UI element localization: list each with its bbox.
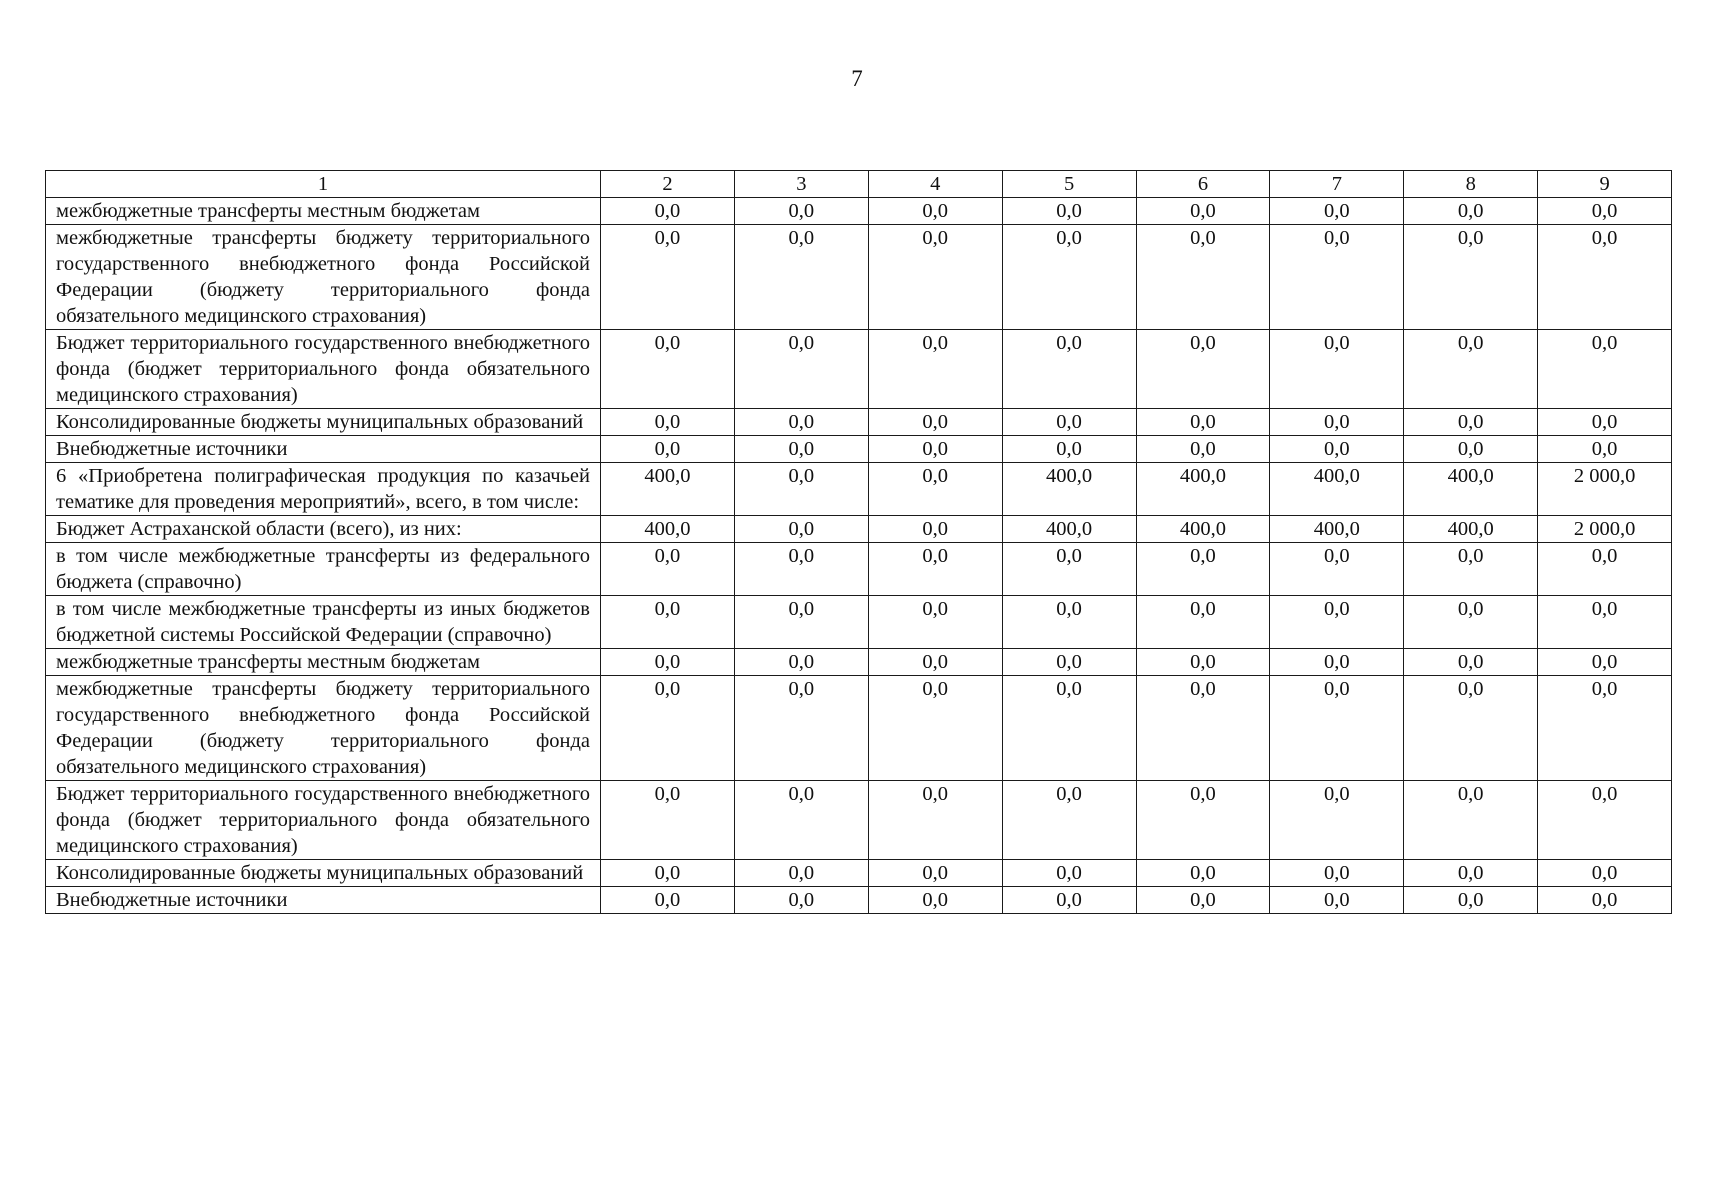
table-row [46,887,1672,914]
column-number-header: 9 [1538,171,1672,198]
value-cell: 0,0 [1002,676,1136,781]
value-cell: 0,0 [734,409,868,436]
value-cell: 0,0 [1538,676,1672,781]
value-cell: 0,0 [868,781,1002,860]
row-label: Внебюджетные источники [46,887,601,914]
value-cell: 0,0 [734,781,868,860]
value-cell: 0,0 [734,543,868,596]
value-cell: 0,0 [868,409,1002,436]
value-cell: 0,0 [868,649,1002,676]
value-cell: 0,0 [1002,596,1136,649]
value-cell: 0,0 [1270,887,1404,914]
value-cell: 0,0 [1404,860,1538,887]
table-row [46,463,1672,516]
row-label: Бюджет территориального государственного внебюджетного фонда (бюджет территориального фонда обязательного медицинского страхования) [46,781,601,860]
value-cell: 400,0 [1136,463,1270,516]
value-cell: 0,0 [601,409,735,436]
table-row [46,409,1672,436]
value-cell: 0,0 [1538,225,1672,330]
value-cell: 0,0 [1538,649,1672,676]
value-cell: 0,0 [734,887,868,914]
value-cell: 0,0 [1002,409,1136,436]
value-cell: 0,0 [868,330,1002,409]
value-cell: 400,0 [1136,516,1270,543]
value-cell: 0,0 [1404,409,1538,436]
table-row [46,436,1672,463]
value-cell: 0,0 [1538,543,1672,596]
value-cell: 0,0 [1404,676,1538,781]
value-cell: 0,0 [1538,198,1672,225]
value-cell: 400,0 [601,516,735,543]
value-cell: 0,0 [1270,409,1404,436]
value-cell: 0,0 [868,516,1002,543]
value-cell: 0,0 [868,225,1002,330]
value-cell: 0,0 [601,596,735,649]
table-row [46,860,1672,887]
table-row [46,198,1672,225]
value-cell: 0,0 [1136,649,1270,676]
value-cell: 0,0 [601,436,735,463]
value-cell: 0,0 [1002,198,1136,225]
value-cell: 0,0 [1136,676,1270,781]
value-cell: 0,0 [734,516,868,543]
value-cell: 0,0 [1136,543,1270,596]
value-cell: 0,0 [868,887,1002,914]
value-cell: 0,0 [1270,649,1404,676]
table-row [46,330,1672,409]
value-cell: 0,0 [1002,330,1136,409]
value-cell: 0,0 [1404,887,1538,914]
value-cell: 0,0 [1136,860,1270,887]
value-cell: 0,0 [601,330,735,409]
column-number-header: 4 [868,171,1002,198]
page-number: 7 [851,66,863,91]
value-cell: 0,0 [1538,436,1672,463]
table-row [46,676,1672,781]
value-cell: 0,0 [1136,781,1270,860]
value-cell: 0,0 [1136,198,1270,225]
value-cell: 0,0 [1136,225,1270,330]
value-cell: 2 000,0 [1538,463,1672,516]
row-label: межбюджетные трансферты бюджету территориального государственного внебюджетного фонда Российской Федерации (бюджету территориального фонда обязательного медицинского страхования) [46,225,601,330]
value-cell: 0,0 [1002,543,1136,596]
value-cell: 0,0 [1538,781,1672,860]
value-cell: 2 000,0 [1538,516,1672,543]
column-number-header: 6 [1136,171,1270,198]
budget-table [45,170,1672,914]
value-cell: 0,0 [1002,781,1136,860]
value-cell: 400,0 [1002,463,1136,516]
value-cell: 0,0 [1270,860,1404,887]
value-cell: 0,0 [734,436,868,463]
table-row [46,225,1672,330]
value-cell: 0,0 [1404,781,1538,860]
value-cell: 0,0 [734,198,868,225]
value-cell: 0,0 [1404,330,1538,409]
value-cell: 0,0 [1136,887,1270,914]
value-cell: 0,0 [1002,225,1136,330]
value-cell: 0,0 [734,676,868,781]
column-number-header: 8 [1404,171,1538,198]
value-cell: 0,0 [1136,596,1270,649]
value-cell: 0,0 [1270,596,1404,649]
row-label: в том числе межбюджетные трансферты из иных бюджетов бюджетной системы Российской Федерации (справочно) [46,596,601,649]
value-cell: 400,0 [1404,463,1538,516]
value-cell: 0,0 [1404,543,1538,596]
value-cell: 400,0 [1404,516,1538,543]
value-cell: 0,0 [1270,330,1404,409]
value-cell: 0,0 [601,887,735,914]
value-cell: 0,0 [1404,596,1538,649]
row-label: Консолидированные бюджеты муниципальных образований [46,409,601,436]
value-cell: 0,0 [1404,436,1538,463]
value-cell: 0,0 [734,860,868,887]
value-cell: 0,0 [1404,225,1538,330]
table-row [46,543,1672,596]
value-cell: 0,0 [601,649,735,676]
table-row [46,516,1672,543]
value-cell: 0,0 [1538,596,1672,649]
row-label: межбюджетные трансферты местным бюджетам [46,649,601,676]
value-cell: 0,0 [868,463,1002,516]
value-cell: 0,0 [1270,225,1404,330]
column-number-header: 5 [1002,171,1136,198]
value-cell: 0,0 [868,860,1002,887]
value-cell: 0,0 [601,860,735,887]
table-row [46,781,1672,860]
value-cell: 0,0 [1538,409,1672,436]
value-cell: 0,0 [734,596,868,649]
row-label: Бюджет территориального государственного внебюджетного фонда (бюджет территориального фонда обязательного медицинского страхования) [46,330,601,409]
value-cell: 0,0 [1002,860,1136,887]
value-cell: 0,0 [1404,649,1538,676]
value-cell: 0,0 [601,781,735,860]
table-row [46,649,1672,676]
column-number-header: 7 [1270,171,1404,198]
row-label: межбюджетные трансферты бюджету территориального государственного внебюджетного фонда Российской Федерации (бюджету территориального фонда обязательного медицинского страхования) [46,676,601,781]
value-cell: 0,0 [601,543,735,596]
table-row [46,596,1672,649]
row-label: в том числе межбюджетные трансферты из федерального бюджета (справочно) [46,543,601,596]
value-cell: 0,0 [601,676,735,781]
row-label: межбюджетные трансферты местным бюджетам [46,198,601,225]
row-label: Бюджет Астраханской области (всего), из них: [46,516,601,543]
value-cell: 0,0 [1270,676,1404,781]
value-cell: 0,0 [868,198,1002,225]
value-cell: 0,0 [1538,860,1672,887]
value-cell: 0,0 [1002,436,1136,463]
value-cell: 0,0 [1404,198,1538,225]
column-number-header: 3 [734,171,868,198]
row-label: Внебюджетные источники [46,436,601,463]
value-cell: 0,0 [868,436,1002,463]
value-cell: 0,0 [734,330,868,409]
column-number-header: 1 [46,171,601,198]
value-cell: 0,0 [734,463,868,516]
value-cell: 400,0 [1270,463,1404,516]
value-cell: 0,0 [1538,887,1672,914]
column-number-header: 2 [601,171,735,198]
value-cell: 0,0 [1002,887,1136,914]
value-cell: 0,0 [734,225,868,330]
value-cell: 0,0 [1538,330,1672,409]
value-cell: 400,0 [1270,516,1404,543]
value-cell: 0,0 [868,676,1002,781]
value-cell: 0,0 [1136,409,1270,436]
value-cell: 0,0 [1136,330,1270,409]
value-cell: 0,0 [1002,649,1136,676]
value-cell: 400,0 [1002,516,1136,543]
value-cell: 0,0 [734,649,868,676]
value-cell: 400,0 [601,463,735,516]
value-cell: 0,0 [868,543,1002,596]
row-label: 6 «Приобретена полиграфическая продукция по казачьей тематике для проведения мероприятий», всего, в том числе: [46,463,601,516]
value-cell: 0,0 [1270,781,1404,860]
value-cell: 0,0 [601,225,735,330]
value-cell: 0,0 [1270,543,1404,596]
value-cell: 0,0 [1136,436,1270,463]
table-header-row [46,171,1672,198]
value-cell: 0,0 [868,596,1002,649]
value-cell: 0,0 [1270,436,1404,463]
row-label: Консолидированные бюджеты муниципальных образований [46,860,601,887]
value-cell: 0,0 [601,198,735,225]
value-cell: 0,0 [1270,198,1404,225]
table-body [46,171,1672,914]
